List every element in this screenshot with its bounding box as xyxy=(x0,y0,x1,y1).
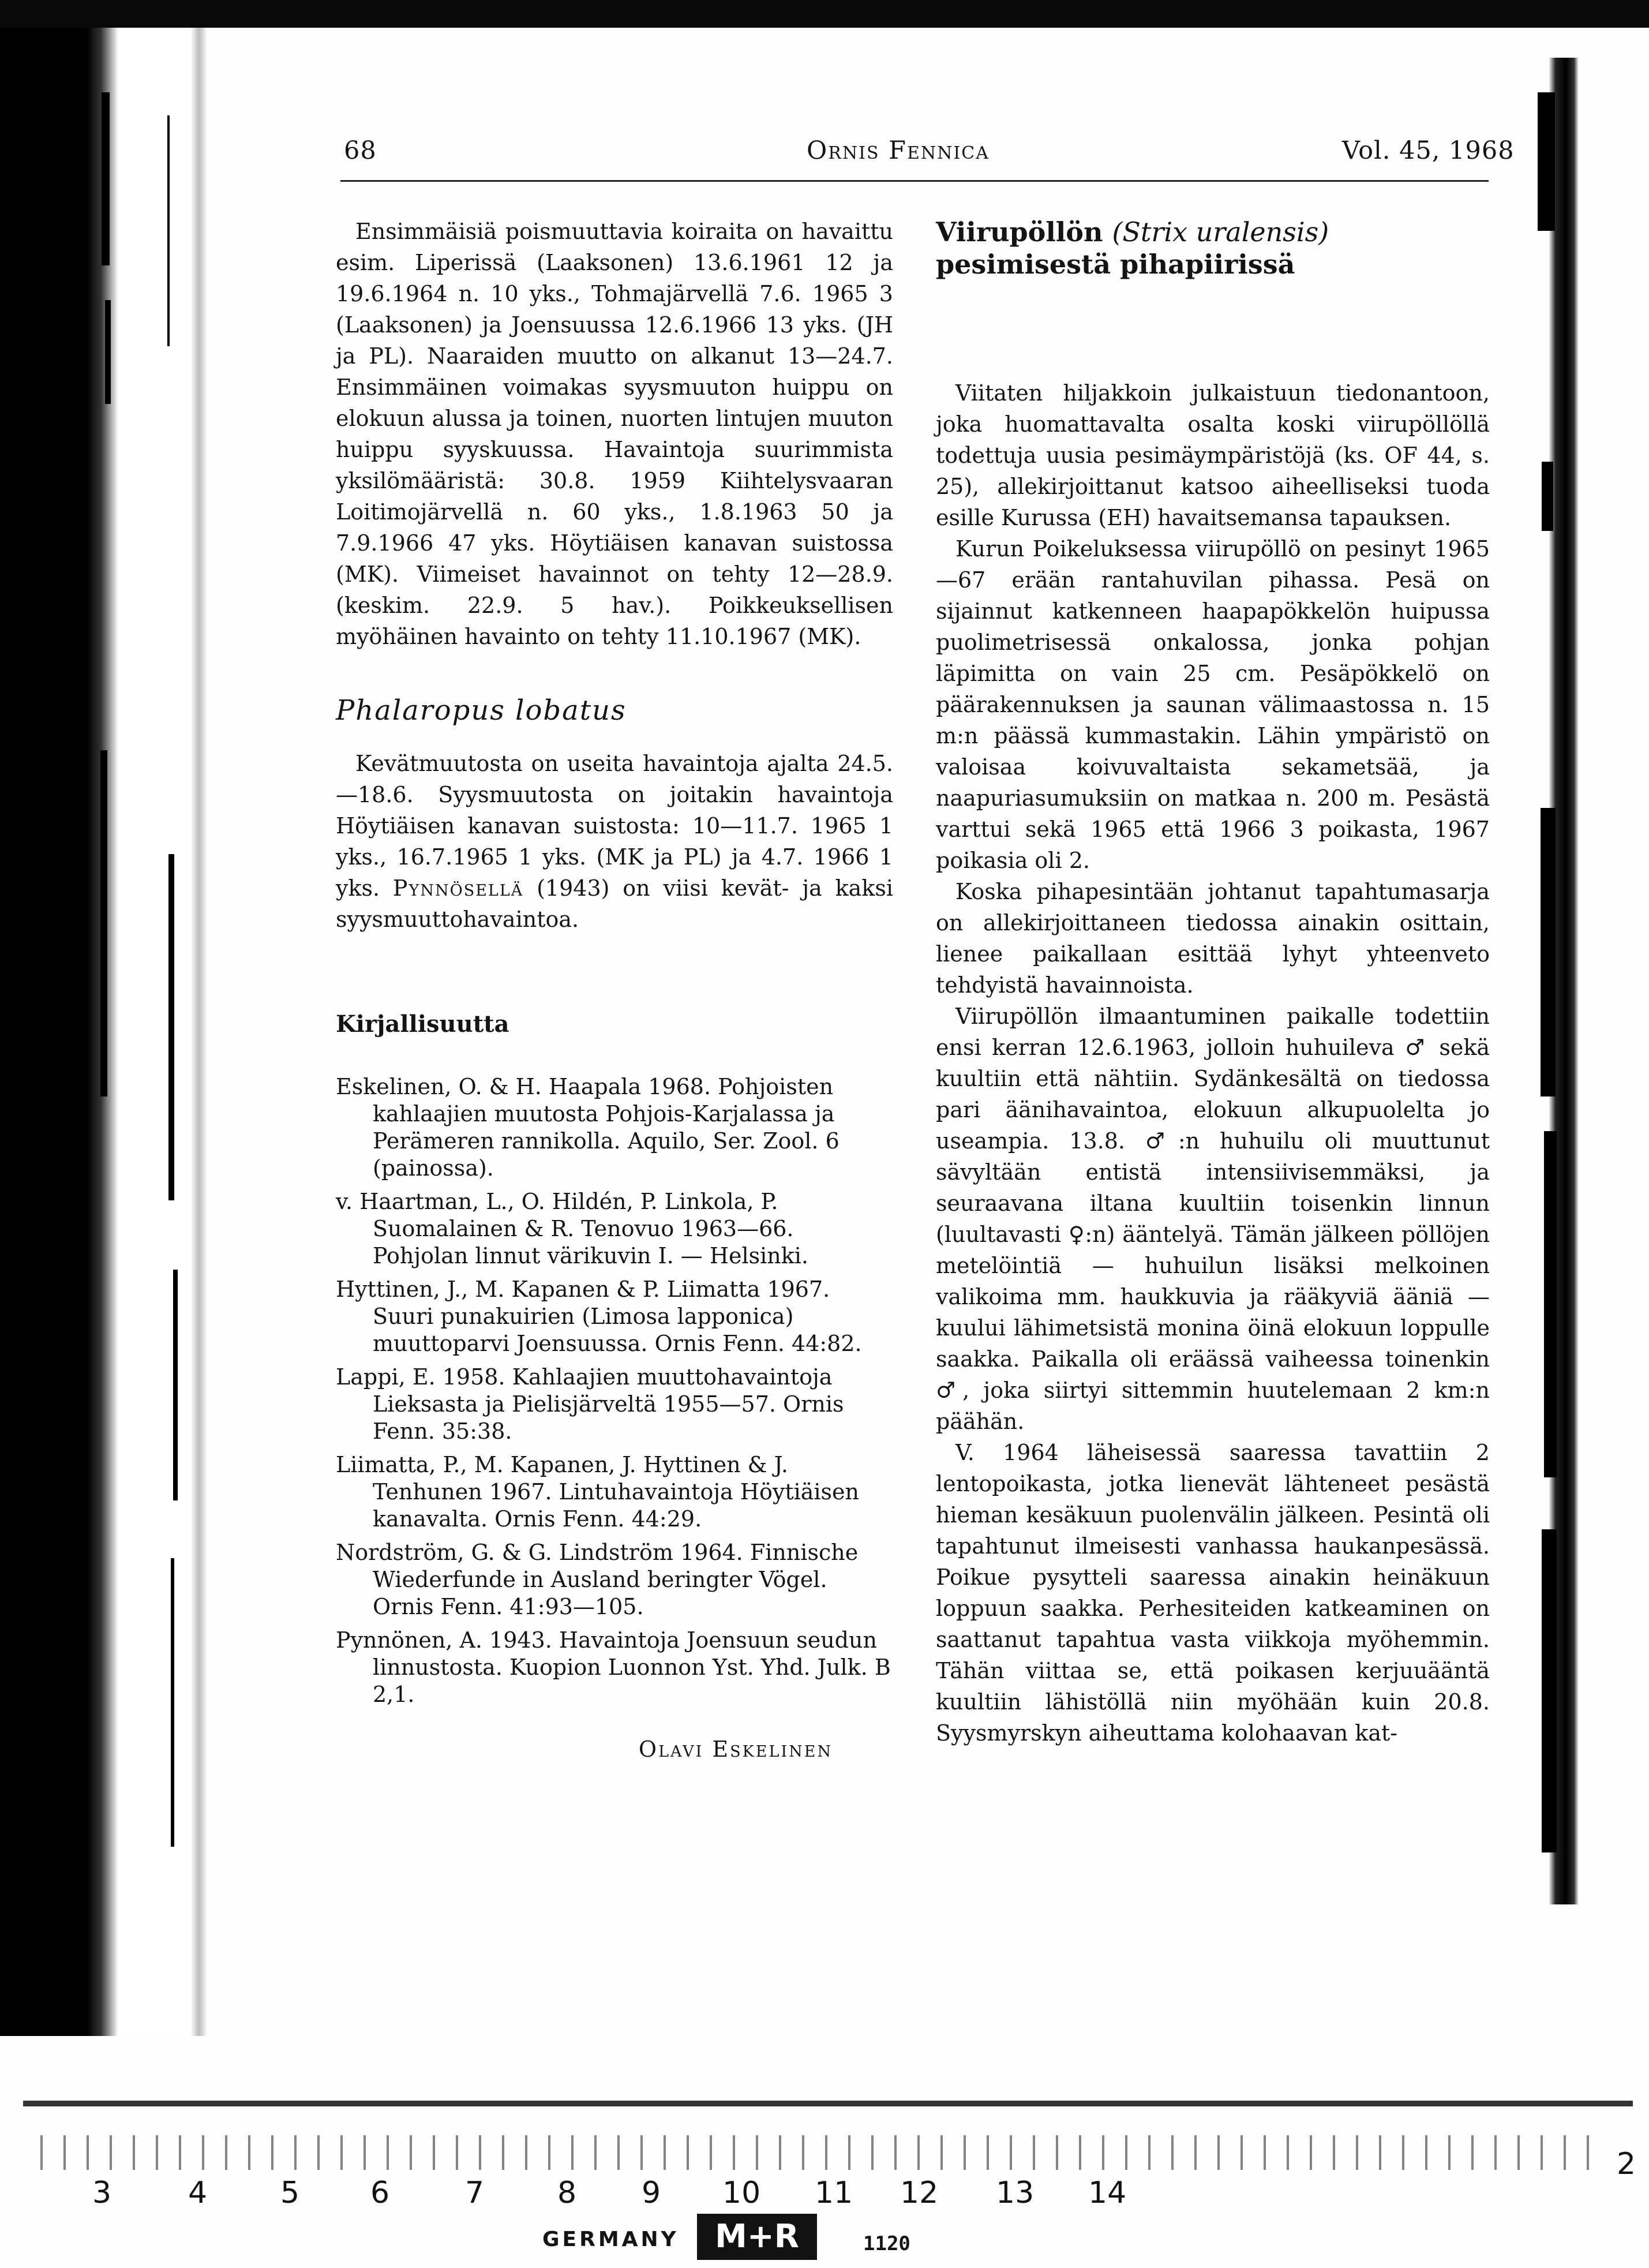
page-number: 68 xyxy=(344,136,377,165)
ruler-logo: M+R xyxy=(697,2214,817,2260)
article-title: Viirupöllön (Strix uralensis) pesimisestä pihapiirissä xyxy=(936,216,1329,280)
left-column xyxy=(336,216,893,1765)
paragraph: Kevätmuutosta on useita havaintoja ajalta 24.5. —18.6. Syysmuutosta on joitakin havaintoja Höytiäisen kanavan suistosta: 10—11.7. 1965 1 yks., 16.7.1965 1 yks. (MK ja PL) ja 4.7. 1966 1 yks. Pynnösellä (1943) on viisi kevät- ja kaksi syysmuuttohavaintoa. xyxy=(336,751,893,932)
ruler-number: 3 xyxy=(92,2176,112,2210)
paragraph: Viirupöllön ilmaantuminen paikalle todettiin ensi kerran 12.6.1963, jolloin huhuileva ♂ sekä kuultiin että nähtiin. Sydänkesältä on tiedossa pari äänihavaintoa, elokuun alkupuolelta jo useampia. 13.8. ♂:n huhuilu oli muuttunut sävyltään entistä intensiivisemmäksi, ja seuraavana iltana kuultiin toisenkin linnun (luultavasti ♀:n) ääntelyä. Tämän jälkeen pöllöjen metelöintiä — huhuilun lisäksi melkoinen valikoima mm. haukkuvia ja rääkyviä ääniä — kuului lähimetsistä monina öinä elokuun loppulle saakka. Paikalla oli eräässä vaiheessa toinenkin ♂, joka siirtyi sittemmin huutelemaan 2 km:n päähän. xyxy=(936,1004,1490,1434)
paragraph: Ensimmäisiä poismuuttavia koiraita on havaittu esim. Liperissä (Laaksonen) 13.6.1961 12 ja 19.6.1964 n. 10 yks., Tohmajärvellä 7.6. 1965 3 (Laaksonen) ja Joensuussa 12.6.1966 13 yks. (JH ja PL). Naaraiden muutto on alkanut 13—24.7. Ensimmäinen voimakas syysmuuton huippu on elokuun alussa ja toinen, nuorten lintujen muuton huippu syyskuussa. Havaintoja suurimmista yksilömääristä: 30.8. 1959 Kiihtelysvaaran Loitimojärvellä n. 60 yks., 1.8.1963 50 ja 7.9.1966 47 yks. Höytiäisen kanavan suistossa (MK). Viimeiset havainnot on tehty 12—28.9. (keskim. 22.9. 5 hav.). Poikkeuksellisen myöhäinen havainto on tehty 11.10.1967 (MK). xyxy=(336,219,893,649)
reference-item: Hyttinen, J., M. Kapanen & P. Liimatta 1967. Suuri punakuirien (Limosa lapponica) muuttoparvi Joensuussa. Ornis Fenn. 44:82. xyxy=(336,1277,862,1356)
ruler-ticks xyxy=(40,2135,1598,2170)
ruler-code: 1120 xyxy=(863,2232,910,2255)
ruler-number: 8 xyxy=(557,2176,577,2210)
ruler-line xyxy=(23,2101,1633,2106)
ruler-number: 5 xyxy=(280,2176,300,2210)
ruler-number: 7 xyxy=(465,2176,485,2210)
author-signature: Olavi Eskelinen xyxy=(638,1736,833,1762)
ruler-number: 10 xyxy=(722,2176,761,2210)
reference-item: Nordström, G. & G. Lindström 1964. Finnische Wiederfunde in Ausland beringter Vögel. Ornis Fenn. 41:93—105. xyxy=(336,1540,859,1619)
ruler-number: 9 xyxy=(642,2176,661,2210)
species-heading: Phalaropus lobatus xyxy=(336,694,627,727)
paragraph: Kurun Poikeluksessa viirupöllö on pesinyt 1965—67 erään rantahuvilan pihassa. Pesä on sijainnut katkenneen haapapökkelön huipussa puolimetrisessä onkalossa, jonka pohjan läpimitta on vain 25 cm. Pesäpökkelö on päärakennuksen ja saunan välimaastossa n. 15 m:n päässä kummastakin. Lähin ympäristö on valoisaa koivuvaltaista sekametsää, ja naapuriasumuksiin on matkaa n. 200 m. Pesästä varttui sekä 1965 että 1966 3 poikasta, 1967 poikasia oli 2. xyxy=(936,536,1490,873)
paragraph: V. 1964 läheisessä saaressa tavattiin 2 lentopoikasta, jotka lienevät lähteneet pesästä hieman kesäkuun puolenvälin jälkeen. Pesintä oli tapahtunut ilmeisesti vanhassa haukanpesässä. Poikue pysytteli saaressa ainakin heinäkuun loppuun saakka. Perhesiteiden katkeaminen on saattanut tapahtua vasta viikkoja myöhemmin. Tähän viittaa se, että poikasen kerjuuääntä kuultiin lähistöllä niin myöhään kuin 20.8. Syysmyrskyn aiheuttama kolohaavan kat- xyxy=(936,1440,1490,1746)
scan-border-top xyxy=(0,0,1649,28)
ruler-number: 2 xyxy=(1617,2147,1636,2181)
ruler-number: 13 xyxy=(996,2176,1035,2210)
reference-item: Pynnönen, A. 1943. Havaintoja Joensuun seudun linnustosta. Kuopion Luonnon Yst. Yhd. Julk. B 2,1. xyxy=(336,1627,891,1707)
reference-item: Eskelinen, O. & H. Haapala 1968. Pohjoisten kahlaajien muutosta Pohjois-Karjalassa ja Perämeren rannikolla. Aquilo, Ser. Zool. 6 (painossa). xyxy=(336,1074,840,1181)
references-heading: Kirjallisuutta xyxy=(336,1011,509,1038)
header-rule xyxy=(340,180,1489,182)
ruler-number: 11 xyxy=(815,2176,853,2210)
ruler-number: 14 xyxy=(1088,2176,1127,2210)
volume-info: Vol. 45, 1968 xyxy=(1342,136,1515,165)
reference-item: v. Haartman, L., O. Hildén, P. Linkola, P. Suomalainen & R. Tenovuo 1963—66. Pohjolan linnut värikuvin I. — Helsinki. xyxy=(336,1189,809,1268)
reference-item: Liimatta, P., M. Kapanen, J. Hyttinen & J. Tenhunen 1967. Lintuhavaintoja Höytiäisen kanavalta. Ornis Fenn. 44:29. xyxy=(336,1452,860,1532)
reference-item: Lappi, E. 1958. Kahlaajien muuttohavaintoja Lieksasta ja Pielisjärveltä 1955—57. Ornis Fenn. 35:38. xyxy=(336,1364,844,1444)
paragraph: Koska pihapesintään johtanut tapahtumasarja on allekirjoittaneen tiedossa ainakin osittain, lienee paikallaan esittää lyhyt yhteenveto tehdyistä havainnoista. xyxy=(936,879,1490,998)
ruler-number: 12 xyxy=(900,2176,939,2210)
ruler-number: 4 xyxy=(188,2176,208,2210)
paragraph: Viitaten hiljakkoin julkaistuun tiedonantoon, joka huomattavalta osalta koski viirupöllöllä todettuja uusia pesimäympäristöjä (ks. OF 44, s. 25), allekirjoittanut katsoo aiheelliseksi tuoda esille Kurussa (EH) havaitsemansa tapauksen. xyxy=(936,380,1490,530)
journal-name: Ornis Fennica xyxy=(807,136,990,165)
right-column xyxy=(936,216,1490,1749)
ruler-number: 6 xyxy=(370,2176,390,2210)
ruler-brand: GERMANY xyxy=(542,2228,679,2251)
